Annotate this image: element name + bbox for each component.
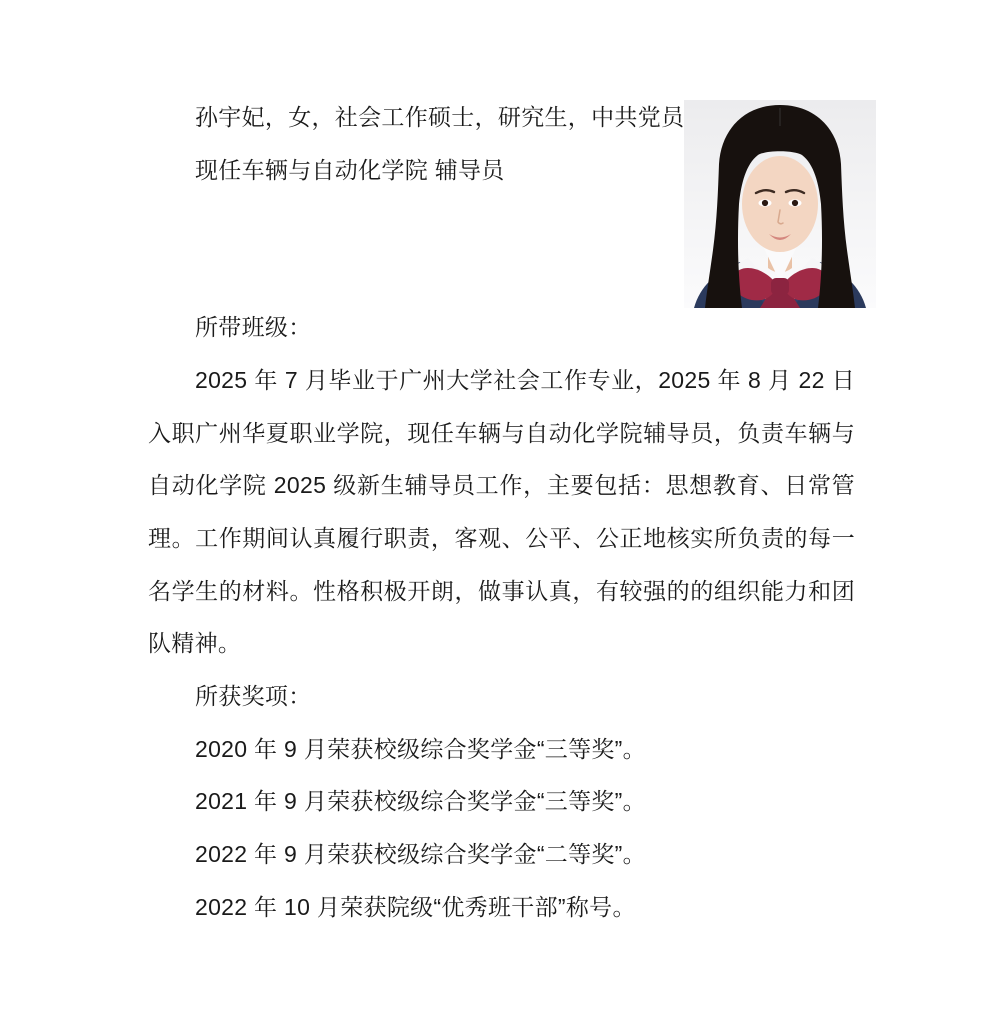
section-heading-awards: 所获奖项： [195,682,312,709]
award-item: 2022 年 9 月荣获校级综合奖学金“二等奖”。 [195,840,646,867]
document-body [148,91,855,933]
intro-line-1: 孙宇妃，女，社会工作硕士，研究生，中共党员 [195,104,685,130]
award-item: 2021 年 9 月荣获校级综合奖学金“三等奖”。 [195,788,646,815]
bio-paragraph: 2025 年 7 月毕业于广州大学社会工作专业，2025 年 8 月 22 日入职广州华夏职业学院，现任车辆与自动化学院辅导员，负责车辆与自动化学院 2025 级新生辅导员工作，主要包括：思想教育、日常管理。工作期间认真履行职责，客观、公平、公正地核实所负责的每一名学生的材料。性格积极开朗，做事认真，有较强的的组织能力和团队精神。 [148,366,855,657]
section-heading-classes: 所带班级： [195,314,312,341]
blank-lines [148,196,855,301]
intro-line-2: 现任车辆与自动化学院 辅导员 [195,156,505,183]
award-item: 2020 年 9 月荣获校级综合奖学金“三等奖”。 [195,735,646,762]
award-item: 2022 年 10 月荣获院级“优秀班干部”称号。 [195,893,636,920]
